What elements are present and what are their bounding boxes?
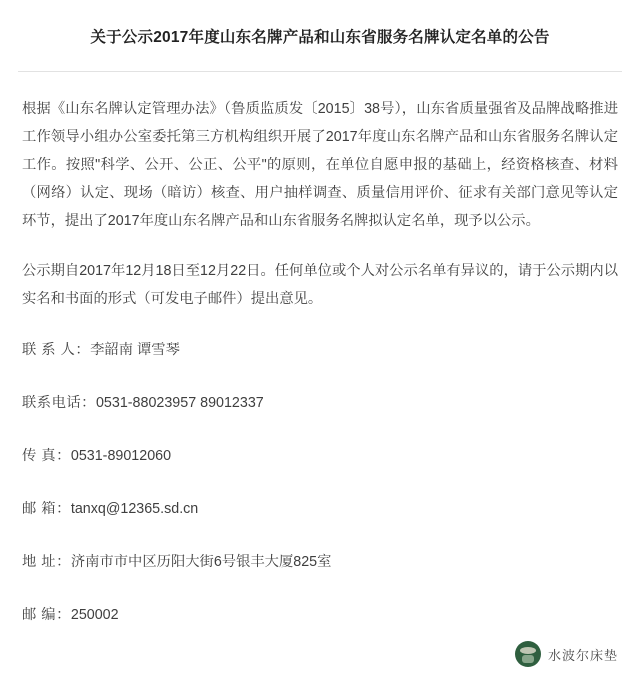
- contact-person-label: 联 系 人：: [22, 342, 91, 359]
- title-divider: [18, 71, 622, 72]
- contact-phone-label: 联系电话：: [22, 395, 96, 412]
- contact-fax: [22, 445, 618, 468]
- contact-postcode-value: 250002: [70, 606, 119, 623]
- contact-phone: [22, 392, 618, 415]
- contact-address-label: 地 址：: [22, 553, 71, 570]
- contact-address-value: 济南市市中区历阳大街6号银丰大厦825室: [70, 553, 332, 570]
- contact-email-value: tanxq@12365.sd.cn: [70, 501, 199, 517]
- document-body: [18, 96, 622, 626]
- paragraph-1: 根据《山东名牌认定管理办法》（鲁质监质发〔2015〕38号），山东省质量强省及品牌战略推进工作领导小组办公室委托第三方机构组织开展了2017年度山东名牌产品和山东省服务名牌认定工作。按照"科学、公开、公正、公平"的原则，在单位自愿申报的基础上，经资格核查、材料（网络）认定、现场（暗访）核查、用户抽样调查、质量信用评价、征求有关部门意见等认定环节，提出了2017年度山东名牌产品和山东省服务名牌拟认定名单，现予以公示。: [22, 101, 618, 229]
- contact-email: [22, 498, 618, 521]
- publisher-signature: [515, 641, 618, 667]
- publisher-name: 水波尔床垫: [547, 647, 618, 663]
- contact-block: [22, 339, 618, 626]
- contact-address: [22, 551, 618, 574]
- paragraph-2: 公示期自2017年12月18日至12月22日。任何单位或个人对公示名单有异议的，请于公示期内以实名和书面的形式（可发电子邮件）提出意见。: [22, 262, 618, 307]
- contact-phone-value: 0531-88023957 89012337: [95, 395, 264, 412]
- contact-postcode: [22, 604, 618, 627]
- page-title: 关于公示2017年度山东名牌产品和山东省服务名牌认定名单的公告: [90, 29, 550, 46]
- contact-person: [22, 339, 618, 362]
- contact-postcode-label: 邮 编：: [22, 606, 71, 623]
- circle-logo-icon: [515, 641, 541, 667]
- contact-fax-label: 传 真：: [22, 448, 71, 465]
- contact-fax-value: 0531-89012060: [70, 448, 172, 465]
- contact-email-label: 邮 箱：: [22, 501, 71, 517]
- contact-person-value: 李韶南 谭雪琴: [90, 342, 180, 359]
